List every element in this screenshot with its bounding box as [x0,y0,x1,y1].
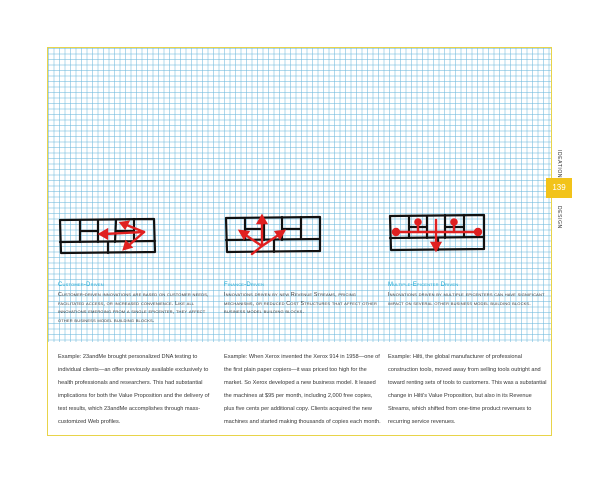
description-finance-driven: Innovations driven by new Revenue Streams, pricing mechanisms, or reduced Cost Structures that affect other business model building blocks. [224,292,378,316]
heading-finance-driven: Finance-Driven [224,282,265,288]
description-multiple-epicenter: Innovations driven by multiple epicenters can have significant impact on several other business model building blocks. [388,292,545,307]
canvas-sketch-2 [224,212,324,262]
example-multiple-epicenter: Example: Hilti, the global manufacturer of professional construction tools, moved away from selling tools outright and toward renting sets of tools to customers. This was a substantial change in Hilti's Value Proposition, but also in its Revenue Streams, which shifted from one-time product revenues to recurring service revenues. [388,354,547,425]
sketch-multiple-epicenter [388,212,488,262]
side-tab-design: DESIGN [556,206,562,229]
description-customer-driven: Customer-driven innovations are based on customer needs, facilitated access, or increased convenience. Like all innovations emerging from a single epicenter, they affect other business model building blocks. [58,292,209,324]
sketch-customer-driven [58,212,158,262]
example-finance-driven: Example: When Xerox invented the Xerox 914 in 1958—one of the first plain paper copiers—it was priced too high for the market. So Xerox developed a new business model. It leased the machines at $95 per month, including 2,000 free copies, plus five cents per additional copy. Clients acquired the new machines and started making thousands of copies each month. [224,354,381,425]
page-number: 139 [552,183,566,192]
heading-multiple-epicenter: Multiple-Epicenter Driven [388,282,459,288]
example-customer-driven: Example: 23andMe brought personalized DNA testing to individual clients—an offer previously available exclusively to health professionals and researchers. This had substantial implications for both the Value Proposition and the delivery of test results, which 23andMe accomplishes through mass-customized Web profiles. [58,354,210,425]
canvas-sketch-1 [58,212,158,262]
heading-customer-driven: Customer-Driven [58,282,104,288]
sketch-finance-driven [224,212,324,262]
side-tab-ideation: IDEATION [556,150,562,179]
canvas-sketch-3 [388,212,488,262]
